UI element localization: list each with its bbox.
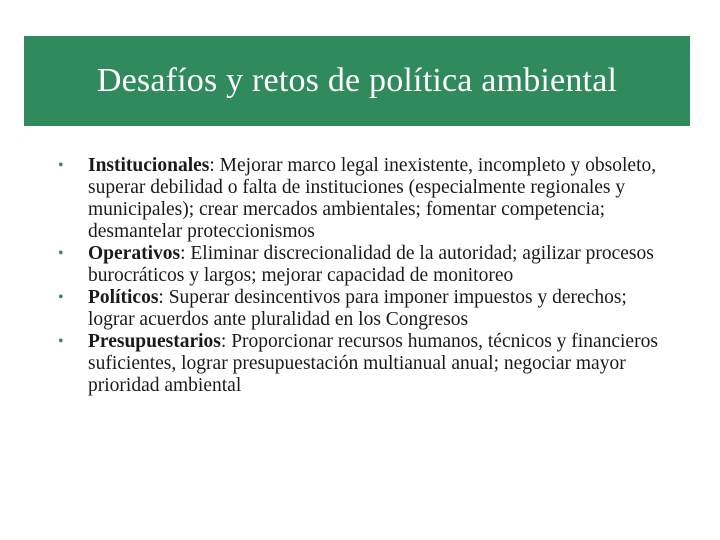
bullet-dot-icon: • xyxy=(58,289,64,306)
bullet-text: : Proporcionar recursos humanos, técnicos y financieros suficientes, lograr presupuestación multianual anual; negociar mayor prioridad ambiental xyxy=(88,331,658,396)
bullet-dot-icon: • xyxy=(58,245,64,262)
bullet-item-presupuestarios xyxy=(54,331,674,397)
bullet-item-operativos xyxy=(54,243,674,287)
bullet-list xyxy=(54,155,674,397)
slide-body xyxy=(54,155,674,397)
slide-title: Desafíos y retos de política ambiental xyxy=(96,62,618,99)
bullet-item-institucionales xyxy=(54,155,674,243)
bullet-term: Operativos xyxy=(88,243,181,264)
bullet-text: : Mejorar marco legal inexistente, incompleto y obsoleto, superar debilidad o falta de instituciones (especialmente regionales y municipales); crear mercados ambientales; fomentar competencia; desmantelar proteccionismos xyxy=(88,155,657,242)
bullet-text: : Eliminar discrecionalidad de la autoridad; agilizar procesos burocráticos y largos; mejorar capacidad de monitoreo xyxy=(88,243,654,286)
bullet-dot-icon: • xyxy=(58,333,64,350)
bullet-term: Presupuestarios xyxy=(88,331,221,352)
bullet-text: : Superar desincentivos para imponer impuestos y derechos; lograr acuerdos ante pluralidad en los Congresos xyxy=(88,287,627,330)
bullet-term: Políticos xyxy=(88,287,159,308)
bullet-item-politicos xyxy=(54,287,674,331)
bullet-term: Institucionales xyxy=(88,155,210,176)
title-banner xyxy=(24,36,690,126)
bullet-dot-icon: • xyxy=(58,157,64,174)
